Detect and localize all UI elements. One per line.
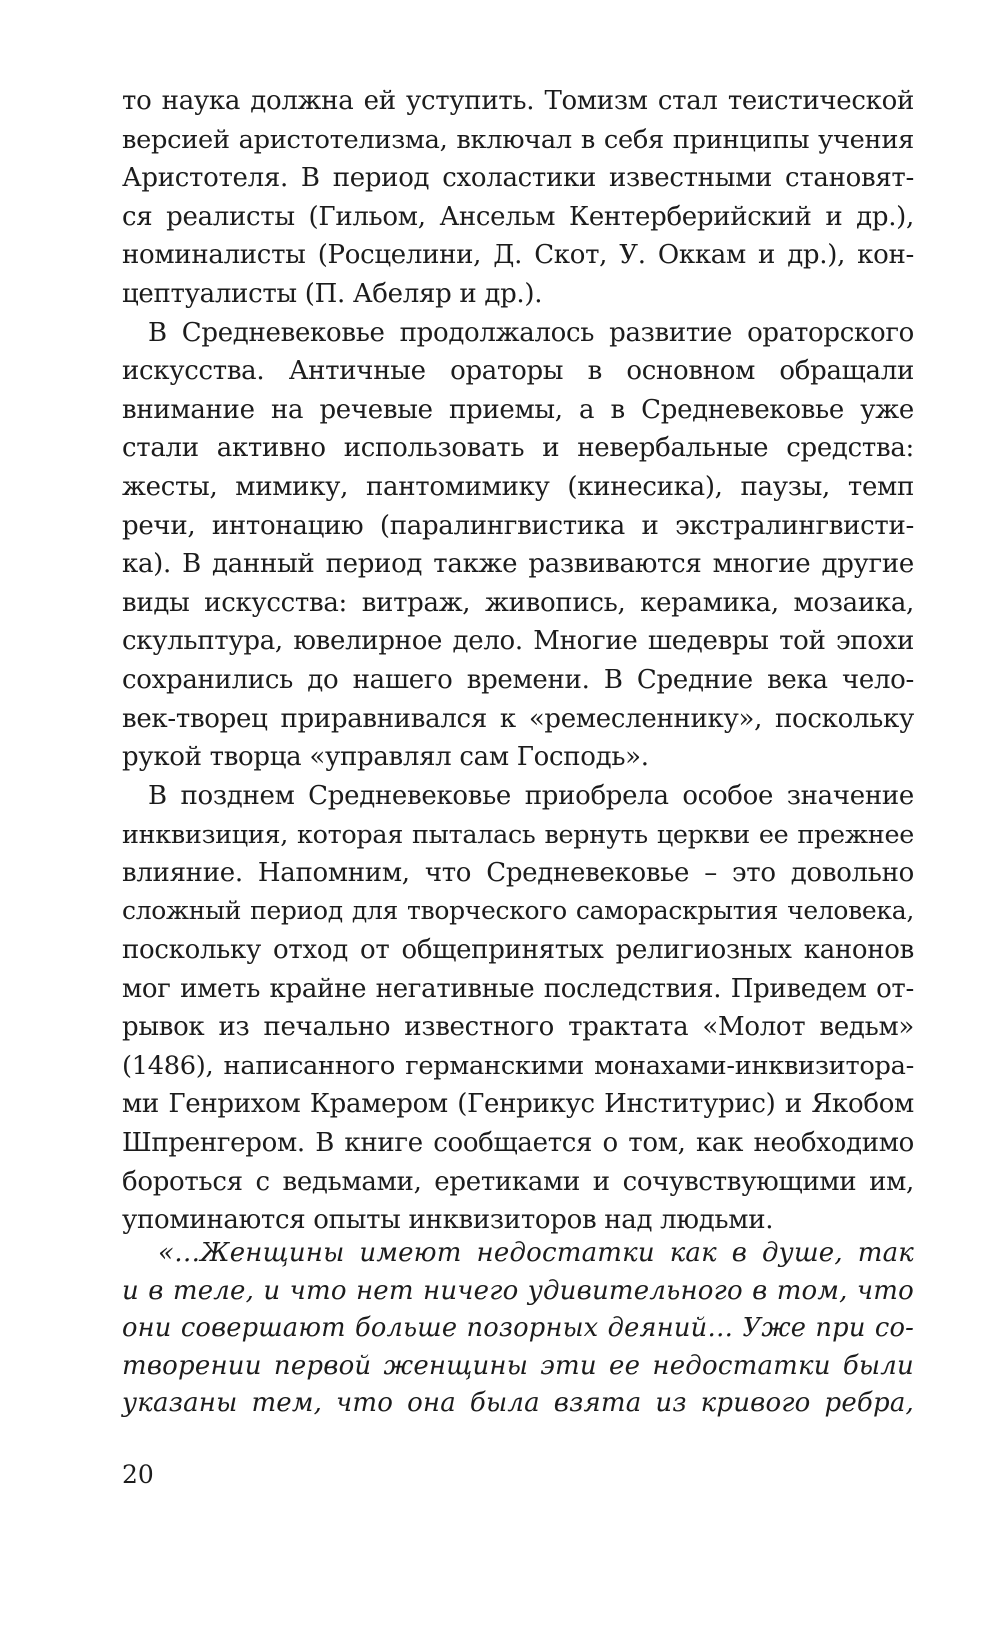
text-line: бороться с ведьмами, еретиками и сочувствующими им, <box>122 1166 914 1197</box>
text-line: Аристотеля. В период схоластики известными становят- <box>122 163 914 194</box>
text-line: В позднем Средневековье приобрела особое значение <box>148 780 914 811</box>
text-line: версией аристотелизма, включал в себя принципы учения <box>122 124 914 155</box>
text-line: В Средневековье продолжалось развитие ораторского <box>148 317 914 348</box>
text-line: номиналисты (Росцелини, Д. Скот, У. Оккам и др.), кон- <box>122 240 914 271</box>
quote-line: творении первой женщины эти ее недостатки были <box>122 1350 914 1381</box>
text-line: упоминаются опыты инквизиторов над людьми. <box>122 1205 774 1236</box>
text-line: то наука должна ей уступить. Томизм стал теистической <box>122 86 914 116</box>
text-line: инквизиция, которая пыталась вернуть церкви ее прежнее <box>122 819 914 850</box>
text-line: ка). В данный период также развиваются многие другие <box>122 549 914 580</box>
text-line: жесты, мимику, пантомимику (кинесика), паузы, темп <box>122 471 914 502</box>
text-line: ся реалисты (Гильом, Ансельм Кентерберийский и др.), <box>122 201 914 232</box>
text-line: стали активно использовать и невербальные средства: <box>122 433 914 464</box>
text-line: виды искусства: витраж, живопись, керамика, мозаика, <box>122 587 914 618</box>
quote-line: и в теле, и что нет ничего удивительного в том, что <box>122 1275 914 1306</box>
text-line: искусства. Античные ораторы в основном обращали <box>122 356 914 387</box>
text-line: речи, интонацию (паралингвистика и экстралингвисти- <box>122 510 914 541</box>
quote-block <box>122 1235 914 1423</box>
quote-line: указаны тем, что она была взята из кривого ребра, <box>122 1388 914 1418</box>
text-line: рукой творца «управлял сам Господь». <box>122 742 649 773</box>
text-line: цептуалисты (П. Абеляр и др.). <box>122 278 543 309</box>
paragraph-inquisition <box>122 777 914 1240</box>
text-line: (1486), написанного германскими монахами-инквизитора- <box>122 1050 914 1081</box>
text-line: Шпренгером. В книге сообщается о том, как необходимо <box>122 1128 914 1159</box>
text-line: внимание на речевые приемы, а в Средневековье уже <box>122 394 914 425</box>
text-line: мог иметь крайне негативные последствия. Приведем от- <box>122 973 914 1004</box>
quote-line: они совершают больше позорных деяний… Уже при со- <box>122 1313 914 1343</box>
text-line: влияние. Напомним, что Средневековье – это довольно <box>122 857 914 888</box>
text-line: рывок из печально известного трактата «Молот ведьм» <box>122 1012 914 1043</box>
text-line: поскольку отход от общепринятых религиозных канонов <box>122 935 914 966</box>
paragraph-oratory <box>122 314 914 777</box>
body-text <box>122 82 914 1240</box>
text-line: век-творец приравнивался к «ремесленнику», поскольку <box>122 703 914 734</box>
text-line: сложный период для творческого самораскрытия человека, <box>122 896 914 926</box>
text-line: скульптура, ювелирное дело. Многие шедевры той эпохи <box>122 626 914 657</box>
quote-line: «…Женщины имеют недостатки как в душе, так <box>158 1238 914 1268</box>
text-line: сохранились до нашего времени. В Средние века чело- <box>122 664 914 695</box>
paragraph-scholasticism <box>122 82 914 314</box>
page-number: 20 <box>122 1460 154 1489</box>
text-line: ми Генрихом Крамером (Генрикус Институрис) и Якобом <box>122 1089 914 1120</box>
